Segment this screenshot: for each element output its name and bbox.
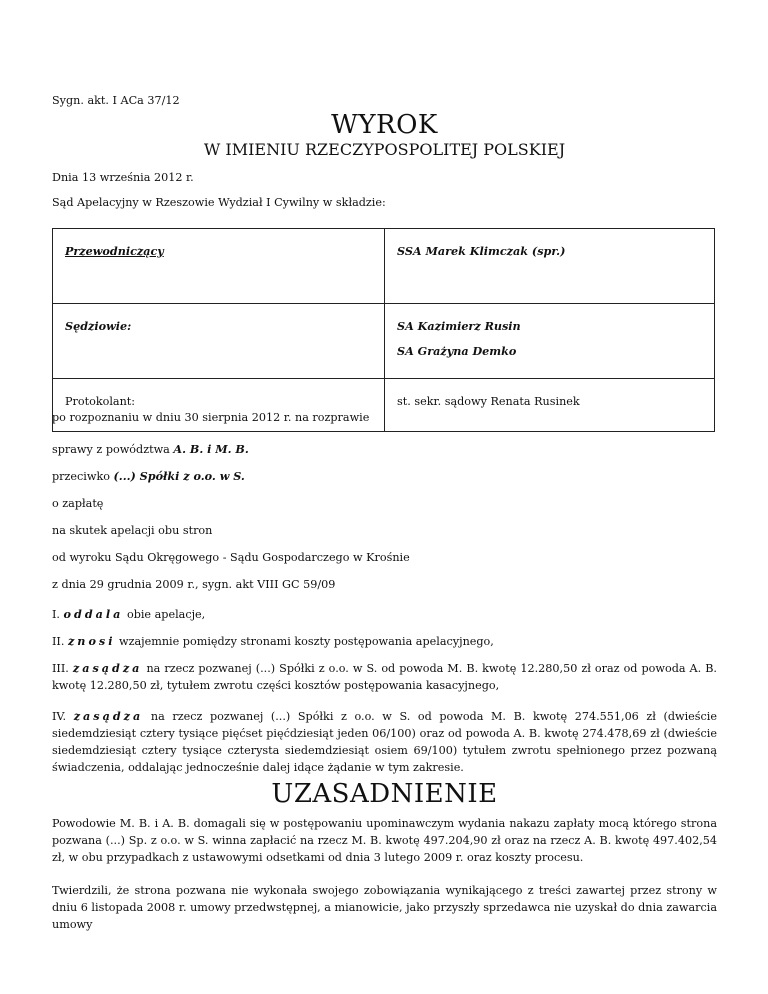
clerk-label: Protokolant: xyxy=(65,395,136,408)
document-page xyxy=(52,0,717,994)
court-composition-table xyxy=(52,228,715,432)
ruling-point-2: II. znosi wzajemnie pomiędzy stronami koszty postępowania apelacyjnego, xyxy=(52,634,494,648)
table-row xyxy=(53,304,715,379)
table-row xyxy=(53,229,715,304)
lower-court-date-line: z dnia 29 grudnia 2009 r., sygn. akt VIII GC 59/09 xyxy=(52,578,336,591)
plaintiffs-line: sprawy z powództwa A. B. i M. B. xyxy=(52,442,249,456)
hearing-line: po rozpoznaniu w dniu 30 sierpnia 2012 r. na rozprawie xyxy=(52,411,370,424)
judge-name: SA Kazimierz Rusin xyxy=(397,319,521,333)
appeal-line: na skutek apelacji obu stron xyxy=(52,524,213,537)
presiding-judge-name: SSA Marek Klimczak (spr.) xyxy=(397,244,566,258)
plaintiffs-names: A. B. i M. B. xyxy=(173,442,249,456)
presiding-judge-label: Przewodniczący xyxy=(65,244,164,258)
defendant-name: (...) Spółki z o.o. w S. xyxy=(113,469,245,483)
defendant-line: przeciwko (...) Spółki z o.o. w S. xyxy=(52,469,245,483)
justification-heading: UZASADNIENIE xyxy=(271,779,498,809)
subject-line: o zapłatę xyxy=(52,497,104,510)
justification-paragraph: Twierdzili, że strona pozwana nie wykonała swojego zobowiązania wynikającego z treści zawartej przez strony w dniu 6 listopada 2008 r. umowy przedwstępnej, a mianowicie, jako przyszły sprzedawca nie uzyskał do dnia zawarcia umowy xyxy=(52,884,717,931)
document-subtitle: W IMIENIU RZECZYPOSPOLITEJ POLSKIEJ xyxy=(203,140,566,159)
document-title: WYROK xyxy=(331,110,438,140)
judge-name: SA Grażyna Demko xyxy=(397,344,517,358)
ruling-point-1: I. oddala obie apelacje, xyxy=(52,607,206,621)
judges-label: Sędziowie: xyxy=(65,319,132,333)
court-composition-intro: Sąd Apelacyjny w Rzeszowie Wydział I Cywilny w składzie: xyxy=(52,196,386,209)
lower-court-line: od wyroku Sądu Okręgowego - Sądu Gospodarczego w Krośnie xyxy=(52,551,410,564)
judgment-date: Dnia 13 września 2012 r. xyxy=(52,171,194,184)
ruling-point-4: IV. zasądza na rzecz pozwanej (...) Spółki z o.o. w S. od powoda M. B. kwotę 274.551,06 zł (dwieście siedemdziesiąt cztery tysiące pięćset pięćdziesiąt jeden 06/100) oraz od powoda A. B. kwotę 274.478,69 zł (dwieście siedemdziesiąt cztery tysiące czterysta siedemdziesiąt osiem 69/100) tytułem zwrotu spełnionego przez pozwaną świadczenia, oddalając jednocześnie dalej idące żądanie w tym zakresie. xyxy=(52,709,718,774)
clerk-name: st. sekr. sądowy Renata Rusinek xyxy=(397,395,580,408)
ruling-point-3: III. zasądza na rzecz pozwanej (...) Spółki z o.o. w S. od powoda M. B. kwotę 12.280,50 zł oraz od powoda A. B. kwotę 12.280,50 zł, tytułem zwrotu części kosztów postępowania kasacyjnego, xyxy=(52,661,717,692)
case-signature: Sygn. akt. I ACa 37/12 xyxy=(52,94,180,107)
justification-paragraph: Powodowie M. B. i A. B. domagali się w postępowaniu upominawczym wydania nakazu zapłaty mocą którego strona pozwana (...) Sp. z o.o. w S. winna zapłacić na rzecz M. B. kwotę 497.204,90 zł oraz na rzecz A. B. kwotę 497.402,54 zł, w obu przypadkach z ustawowymi odsetkami od dnia 3 lutego 2009 r. oraz koszty procesu. xyxy=(52,817,717,864)
